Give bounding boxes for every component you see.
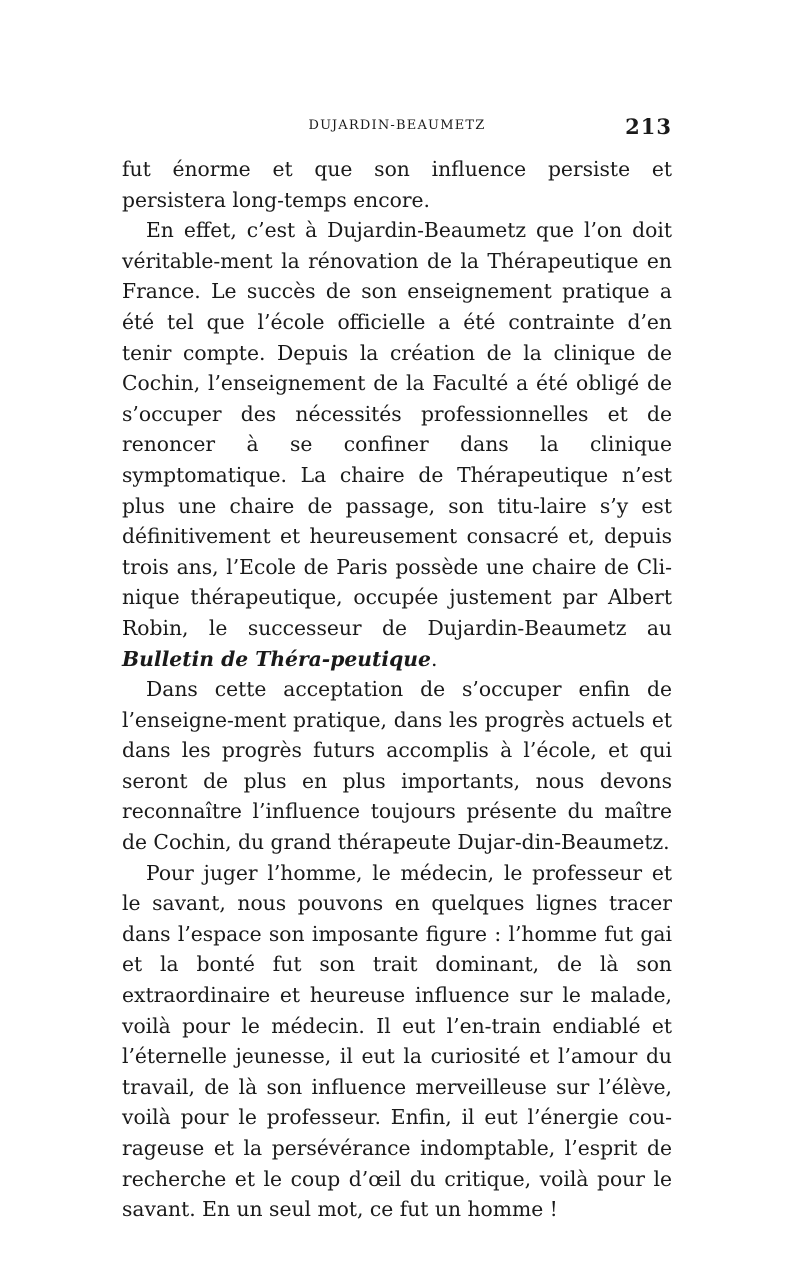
paragraph-renovation-text: En effet, c’est à Dujardin-Beaumetz que l’on doit véritable-ment la rénovation de la Thérapeutique en France. Le succès de son enseignement pratique a été tel que l’école officielle a été contrainte d’en tenir compte. Depuis la création de la clinique de Cochin, l’enseignement de la Faculté a été obligé de s’occuper des nécessités professionnelles et de renoncer à se confiner dans la clinique symptomatique. La chaire de Thérapeutique n’est plus une chaire de passage, son titu-laire s’y est définitivement et heureusement consacré et, depuis trois ans, l’Ecole de Paris possède une chaire de Cli-nique thérapeutique, occupée justement par Albert Robin, le successeur de Dujardin-Beaumetz au	[122, 218, 672, 640]
page-number: 213	[625, 114, 672, 139]
paragraph-renovation-end: .	[430, 646, 438, 671]
running-head	[122, 114, 672, 142]
paragraph-portrait: Pour juger l’homme, le médecin, le professeur et le savant, nous pouvons en quelques lignes tracer dans l’espace son imposante figure : l’homme fut gai et la bonté fut son trait dominant, de là son extraordinaire et heureuse influence sur le malade, voilà pour le médecin. Il eut l’en-train endiablé et l’éternelle jeunesse, il eut la curiosité et l’amour du travail, de là son influence merveilleuse sur l’élève, voilà pour le professeur. Enfin, il eut l’énergie cou-rageuse et la persévérance indomptable, l’esprit de recherche et le coup d’œil du critique, voilà pour le savant. En un seul mot, ce fut un homme !	[122, 860, 672, 1222]
paragraph-renovation	[122, 215, 672, 674]
running-title: DUJARDIN-BEAUMETZ	[308, 118, 486, 133]
paragraph-continuation: fut énorme et que son influence persiste et persistera long-temps encore.	[122, 157, 672, 212]
paragraph-teaching: Dans cette acceptation de s’occuper enfin de l’enseigne-ment pratique, dans les progrès actuels et dans les progrès futurs accomplis à l’école, et qui seront de plus en plus importants, nous devons reconnaître l’influence toujours présente du maître de Cochin, du grand thérapeute Dujar-din-Beaumetz.	[122, 677, 672, 855]
body-text	[122, 154, 672, 1225]
journal-title: Bulletin de Théra-peutique	[122, 646, 431, 671]
